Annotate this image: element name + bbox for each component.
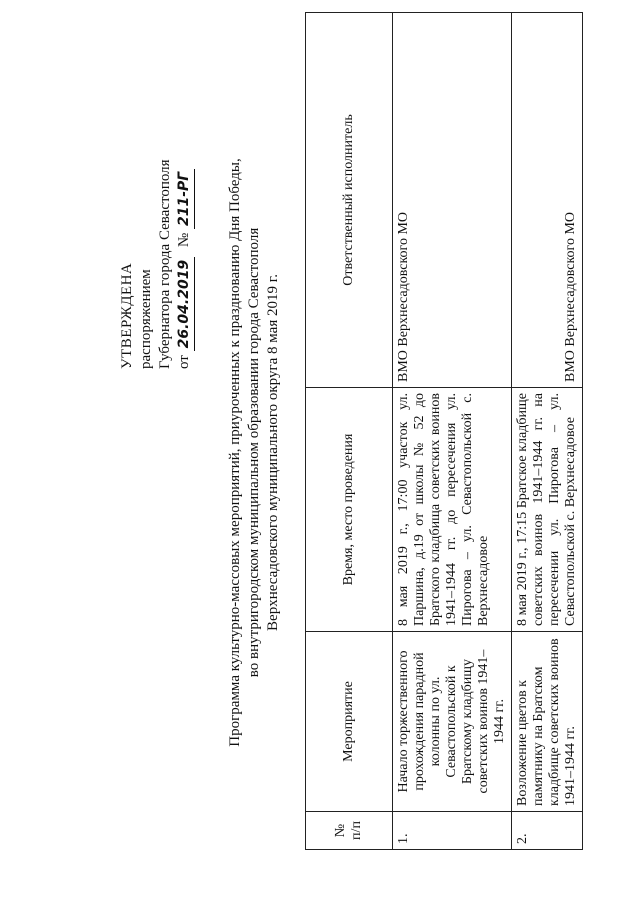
approval-number-label: № (176, 232, 192, 248)
approval-authority: Губернатора города Севастополя (157, 159, 173, 369)
row-responsible: ВМО Верхнесадовского МО (512, 13, 583, 388)
approval-date-prefix: от (176, 355, 192, 369)
program-title (226, 0, 283, 905)
row-time-place: 8 мая 2019 г., 17:15 Братское кладбище советских воинов 1941–1944 гг. на пересечении ул. Пирогова – ул. Севастопольской с. Верхнесадовое (512, 388, 583, 632)
header-num: № п/п (306, 812, 393, 850)
table-header-row (306, 13, 393, 850)
row-event: Возложение цветов к памятнику на Братском кладбище советских воинов 1941–1944 гг. (512, 632, 583, 812)
table-row (393, 13, 512, 850)
table-row (512, 13, 583, 850)
approval-date: 26.04.2019 (175, 257, 195, 352)
approval-date-line (175, 159, 195, 369)
program-table (305, 12, 583, 850)
program-title-line-1: Программа культурно-массовых мероприятий, приуроченных к празднованию Дня Победы, (227, 158, 243, 747)
header-responsible: Ответственный исполнитель (306, 13, 393, 388)
program-title-line-3: Верхнесадовского муниципального округа 8 мая 2019 г. (265, 274, 281, 631)
header-time-place: Время, место проведения (306, 388, 393, 632)
row-responsible: ВМО Верхнесадовского МО (393, 13, 512, 388)
row-num: 1. (393, 812, 512, 850)
row-time-place: 8 мая 2019 г., 17:00 участок ул. Паршина, д.19 от школы № 52 до Братского кладбища советских воинов 1941–1944 гг. до пересечения ул. Пирогова – ул. Севастопольской с. Верхнесадовое (393, 388, 512, 632)
row-event: Начало торжественного прохождения парадной колонны по ул. Севастопольской к Братскому кладбищу советских воинов 1941–1944 гг. (393, 632, 512, 812)
approval-stamp (118, 159, 195, 369)
approval-heading: УТВЕРЖДЕНА (119, 262, 135, 369)
approval-by: распоряжением (138, 269, 154, 369)
row-num: 2. (512, 812, 583, 850)
program-title-line-2: во внутригородском муниципальном образовании города Севастополя (246, 227, 262, 678)
approval-number: 211-РГ (175, 169, 195, 229)
header-event: Мероприятие (306, 632, 393, 812)
